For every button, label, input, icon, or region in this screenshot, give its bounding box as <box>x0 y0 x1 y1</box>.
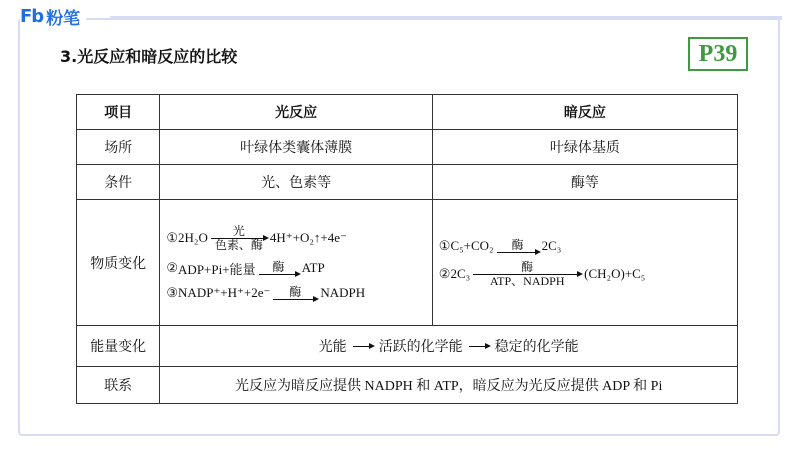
eq-products: NADPH <box>320 284 366 300</box>
reaction-arrow-icon <box>259 261 299 275</box>
eq-number: ① <box>166 230 179 245</box>
reaction-arrow-icon <box>273 286 317 300</box>
right-arrow-icon <box>469 346 489 347</box>
page-badge: P39 <box>688 37 748 71</box>
eq-number: ③ <box>166 284 179 300</box>
cell-energy-change <box>160 326 738 367</box>
row-label-site: 场所 <box>77 130 160 165</box>
cell-site-light: 叶绿体类囊体薄膜 <box>160 130 432 165</box>
eq-products: 4H⁺+O₂↑+4e⁻ <box>269 230 347 245</box>
reaction-arrow-icon <box>497 239 539 253</box>
row-label-material-change: 物质变化 <box>77 200 160 326</box>
cell-condition-light: 光、色素等 <box>160 165 432 200</box>
reaction-arrow-icon <box>473 261 581 288</box>
brand-logo <box>20 4 86 28</box>
light-equation-3 <box>166 285 431 301</box>
arrow-condition-above: 光 <box>232 223 245 238</box>
arrow-condition-above: 酶 <box>289 284 302 299</box>
energy-stage-2: 活跃的化学能 <box>378 339 463 355</box>
reaction-arrow-icon <box>211 225 267 252</box>
arrow-condition-below: ATP、NADPH <box>489 273 565 288</box>
energy-stage-1: 光能 <box>318 339 347 355</box>
table-row-site <box>77 130 738 165</box>
arrow-condition-above: 酶 <box>521 259 534 274</box>
energy-stage-3: 稳定的化学能 <box>494 339 579 355</box>
brand-name: 粉笔 <box>46 8 81 29</box>
cell-relationship: 光反应为暗反应提供 NADPH 和 ATP，暗反应为光反应提供 ADP 和 Pi <box>160 367 738 404</box>
eq-reactants: NADP⁺+H⁺+2e⁻ <box>178 284 271 300</box>
header-item: 项目 <box>77 95 160 130</box>
eq-products: ATP <box>301 260 325 275</box>
eq-reactants: ADP+Pi+能量 <box>178 261 256 277</box>
cell-material-dark <box>432 200 737 326</box>
header-light-reaction: 光反应 <box>160 95 432 130</box>
arrow-condition-above: 酶 <box>272 260 285 274</box>
row-label-relationship: 联系 <box>77 367 160 404</box>
brand-mark-icon: Fb <box>20 5 44 27</box>
eq-reactants: C₅+CO₂ <box>450 237 494 253</box>
row-label-condition: 条件 <box>77 165 160 200</box>
arrow-condition-above: 酶 <box>511 237 524 252</box>
eq-number: ② <box>438 266 451 281</box>
table-header-row <box>77 95 738 130</box>
table-row-condition <box>77 165 738 200</box>
frame-top-bar <box>110 16 782 20</box>
eq-products: (CH₂O)+C₅ <box>584 266 646 281</box>
right-arrow-icon <box>353 346 373 347</box>
section-heading: 3.光反应和暗反应的比较 <box>60 47 238 66</box>
eq-number: ② <box>166 260 179 275</box>
light-equation-1 <box>166 225 431 252</box>
header-dark-reaction: 暗反应 <box>432 95 737 130</box>
cell-material-light <box>160 200 432 326</box>
arrow-condition-below: 色素、酶 <box>214 237 263 252</box>
dark-equation-2 <box>439 261 737 288</box>
table-row-relationship <box>77 367 738 404</box>
comparison-table <box>76 94 738 404</box>
dark-equation-1 <box>439 238 737 254</box>
eq-products: 2C₃ <box>541 237 562 253</box>
energy-flow <box>160 336 737 356</box>
cell-site-dark: 叶绿体基质 <box>432 130 737 165</box>
eq-reactants: 2H₂O <box>178 230 208 245</box>
eq-number: ① <box>438 237 451 253</box>
row-label-energy-change: 能量变化 <box>77 326 160 367</box>
eq-reactants: 2C₃ <box>450 266 471 281</box>
cell-condition-dark: 酶等 <box>432 165 737 200</box>
table-row-energy-change <box>77 326 738 367</box>
light-equation-2 <box>166 259 431 278</box>
table-row-material-change <box>77 200 738 326</box>
